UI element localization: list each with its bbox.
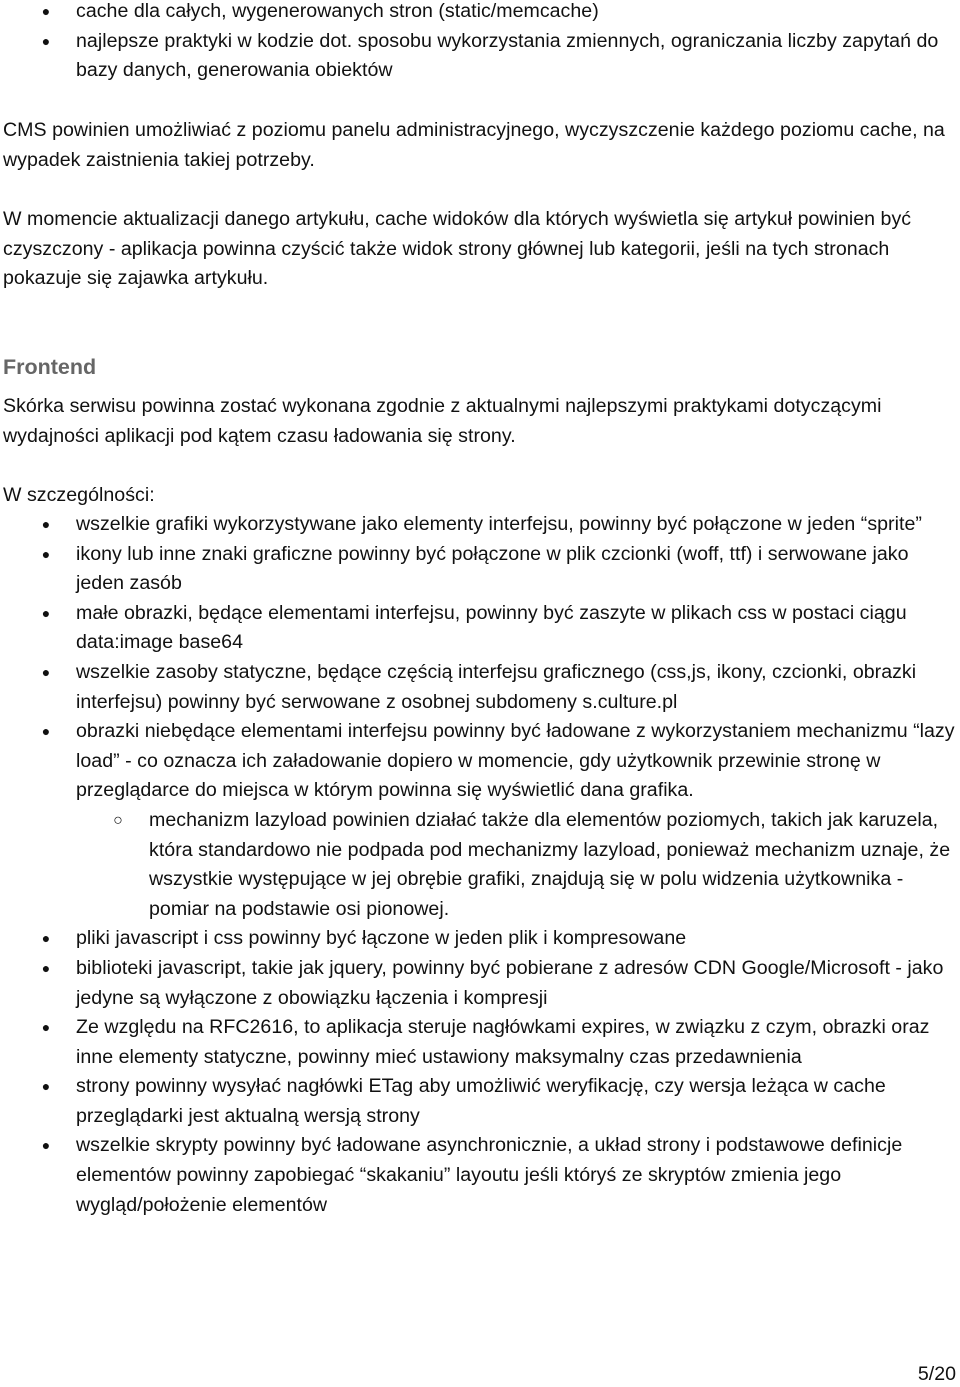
sub-list-item bbox=[0, 806, 960, 924]
list-item bbox=[0, 717, 960, 806]
bullet-icon: ● bbox=[41, 1137, 51, 1154]
details-intro: W szczególności: bbox=[3, 484, 155, 506]
list-item-text: wszelkie grafiki wykorzystywane jako elementy interfejsu, powinny być połączone w jeden “sprite” bbox=[76, 513, 922, 535]
section-heading: Frontend bbox=[3, 355, 97, 379]
bullet-icon: ● bbox=[41, 545, 51, 562]
list-item-text: strony powinny wysyłać nagłówki ETag aby umożliwić weryfikację, czy wersja leżąca w cache przeglądarki jest aktualną wersją strony bbox=[76, 1075, 886, 1127]
cms-cache-paragraph: CMS powinien umożliwiać z poziomu panelu administracyjnego, wyczyszczenie każdego poziomu cache, na wypadek zaistnienia takiej potrzeby. bbox=[3, 119, 945, 171]
list-item bbox=[0, 27, 960, 86]
list-item-text: cache dla całych, wygenerowanych stron (static/memcache) bbox=[76, 0, 599, 22]
list-item bbox=[0, 1013, 960, 1072]
list-item bbox=[0, 0, 960, 27]
list-item bbox=[0, 924, 960, 954]
page-number: 5/20 bbox=[917, 1363, 956, 1385]
list-item-text: wszelkie skrypty powinny być ładowane asynchronicznie, a układ strony i podstawowe definicje elementów powinny zapobiegać “skakaniu” layoutu jeśli któryś ze skryptów zmienia jego wygląd/położenie elementów bbox=[76, 1134, 903, 1216]
sub-list-item-text: mechanizm lazyload powinien działać także dla elementów poziomych, takich jak karuzela, która standardowo nie podpada pod mechanizmy lazyload, ponieważ mechanizm uznaje, że wszystkie występujące w jej obrębie grafiki, znajdują się w polu widzenia użytkownika - pomiar na podstawie osi pionowej. bbox=[149, 808, 951, 920]
bullet-icon: ● bbox=[41, 604, 51, 621]
list-item-text: najlepsze praktyki w kodzie dot. sposobu wykorzystania zmiennych, ograniczania liczby zapytań do bazy danych, generowania obiektów bbox=[76, 29, 939, 82]
top-bullet-list bbox=[0, 0, 960, 86]
bullet-icon: ● bbox=[41, 1019, 51, 1036]
list-item-text: Ze względu na RFC2616, to aplikacja steruje nagłówkami expires, w związku z czym, obrazki oraz inne elementy statyczne, powinny mieć ustawiony maksymalny czas przedawnienia bbox=[76, 1016, 930, 1068]
hollow-bullet-icon: ○ bbox=[113, 811, 123, 829]
bullet-icon: ● bbox=[41, 1078, 51, 1095]
list-item bbox=[0, 599, 960, 658]
list-item-text: małe obrazki, będące elementami interfejsu, powinny być zaszyte w plikach css w postaci ciągu data:image base64 bbox=[76, 601, 907, 654]
list-item bbox=[0, 1072, 960, 1131]
frontend-bullet-list bbox=[0, 510, 960, 1220]
bullet-icon: ● bbox=[41, 959, 51, 976]
list-item-text: wszelkie zasoby statyczne, będące częścią interfejsu graficznego (css,js, ikony, czcionki, obrazki interfejsu) powinny być serwowane z osobnej subdomeny s.culture.pl bbox=[76, 660, 917, 713]
list-item bbox=[0, 658, 960, 717]
bullet-icon: ● bbox=[41, 32, 51, 49]
sub-bullet-list bbox=[0, 806, 960, 924]
bullet-icon: ● bbox=[41, 723, 51, 740]
list-item-text: biblioteki javascript, takie jak jquery, powinny być pobierane z adresów CDN Google/Microsoft - jako jedyne są wyłączone z obowiązku łączenia i kompresji bbox=[76, 956, 944, 1009]
list-item-text: obrazki niebędące elementami interfejsu powinny być ładowane z wykorzystaniem mechanizmu “lazy load” - co oznacza ich załadowanie dopiero w momencie, gdy użytkownik przewinie stronę w przeglądarce do miejsca w którym powinna się wyświetlić dana grafika. bbox=[76, 720, 955, 802]
list-item bbox=[0, 1131, 960, 1220]
list-item-text: pliki javascript i css powinny być łączone w jeden plik i kompresowane bbox=[76, 927, 687, 950]
article-cache-paragraph: W momencie aktualizacji danego artykułu, cache widoków dla których wyświetla się artykuł powinien być czyszczony - aplikacja powinna czyścić także widok strony głównej lub kategorii, jeśli na tych stronach pokazuje się zajawka artykułu. bbox=[3, 208, 912, 290]
bullet-icon: ● bbox=[41, 516, 51, 532]
bullet-icon: ● bbox=[41, 930, 51, 947]
bullet-icon: ● bbox=[41, 3, 51, 19]
list-item bbox=[0, 510, 960, 540]
list-item-text: ikony lub inne znaki graficzne powinny być połączone w plik czcionki (woff, ttf) i serwowane jako jeden zasób bbox=[76, 542, 909, 595]
list-item bbox=[0, 540, 960, 599]
skin-paragraph: Skórka serwisu powinna zostać wykonana zgodnie z aktualnymi najlepszymi praktykami dotyczącymi wydajności aplikacji pod kątem czasu ładowania się strony. bbox=[3, 395, 882, 447]
list-item bbox=[0, 954, 960, 1013]
bullet-icon: ● bbox=[41, 663, 51, 680]
